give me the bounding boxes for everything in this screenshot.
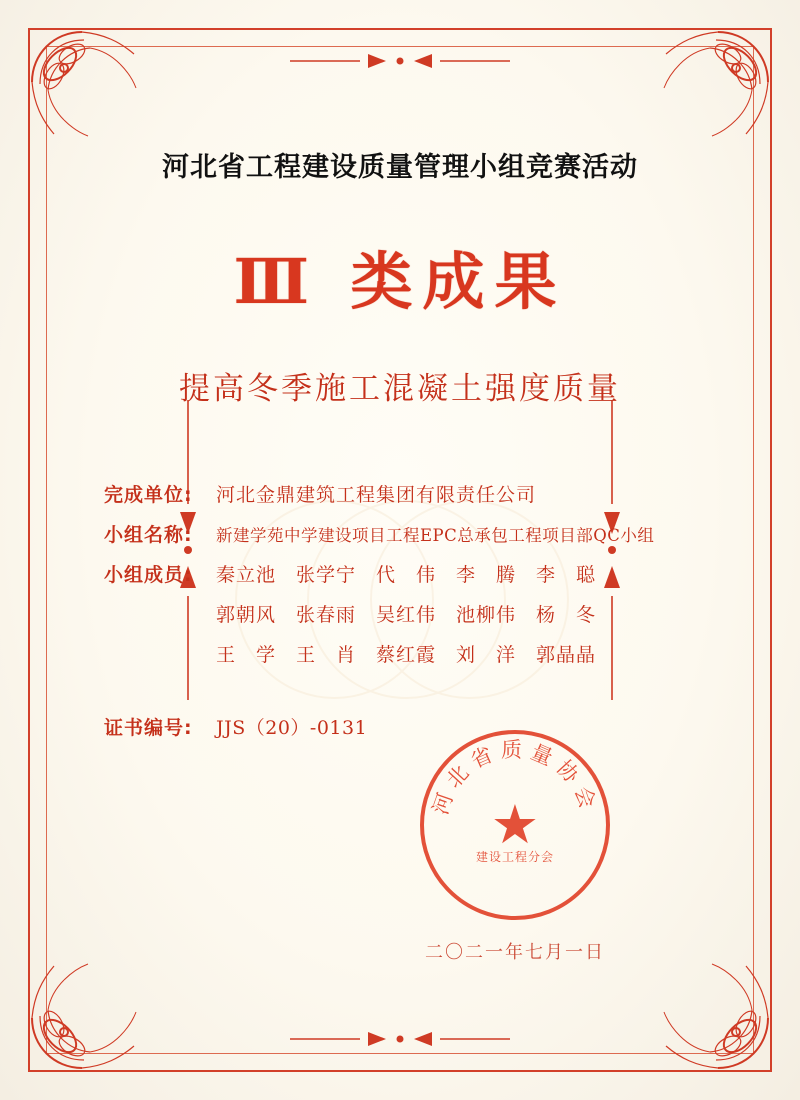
field-label-certificate-number: 证书编号: — [104, 717, 193, 739]
seal-bottom-text: 建设工程分会 — [475, 850, 554, 864]
page-title: 河北省工程建设质量管理小组竞赛活动 — [162, 152, 638, 183]
issue-date: 二〇二一年七月一日 — [425, 942, 605, 963]
certificate-content — [70, 60, 730, 1040]
field-value-certificate-number: JJS（20）-0131 — [216, 717, 368, 739]
field-row-unit — [104, 480, 730, 507]
field-row-certificate-number — [70, 713, 730, 740]
field-row-team-name — [104, 520, 730, 547]
field-label-unit: 完成单位: — [104, 484, 193, 506]
field-value-team-name: 新建学苑中学建设项目工程EPC总承包工程项目部QC小组 — [216, 526, 655, 545]
field-value-unit: 河北金鼎建筑工程集团有限责任公司 — [216, 484, 537, 506]
field-value-members-line-1: 秦立池 张学宁 代 伟 李 腾 李 聪 — [216, 564, 597, 586]
project-name: 提高冬季施工混凝土强度质量 — [179, 371, 621, 407]
official-seal-stamp — [420, 730, 610, 963]
field-value-members-line-2: 郭朝风 张春雨 吴红伟 池柳伟 杨 冬 — [216, 604, 597, 626]
svg-text:河北省质量协会: 河北省质量协会 — [428, 738, 602, 818]
seal-star-icon: ★ — [490, 793, 540, 856]
field-value-members-line-3: 王 学 王 肖 蔡红霞 刘 洋 郭晶晶 — [216, 644, 597, 666]
award-grade: Ⅲ 类成果 — [233, 245, 567, 318]
field-row-members — [104, 560, 730, 587]
field-label-members: 小组成员: — [104, 564, 193, 586]
field-list — [70, 480, 730, 667]
field-label-team-name: 小组名称: — [104, 524, 193, 546]
